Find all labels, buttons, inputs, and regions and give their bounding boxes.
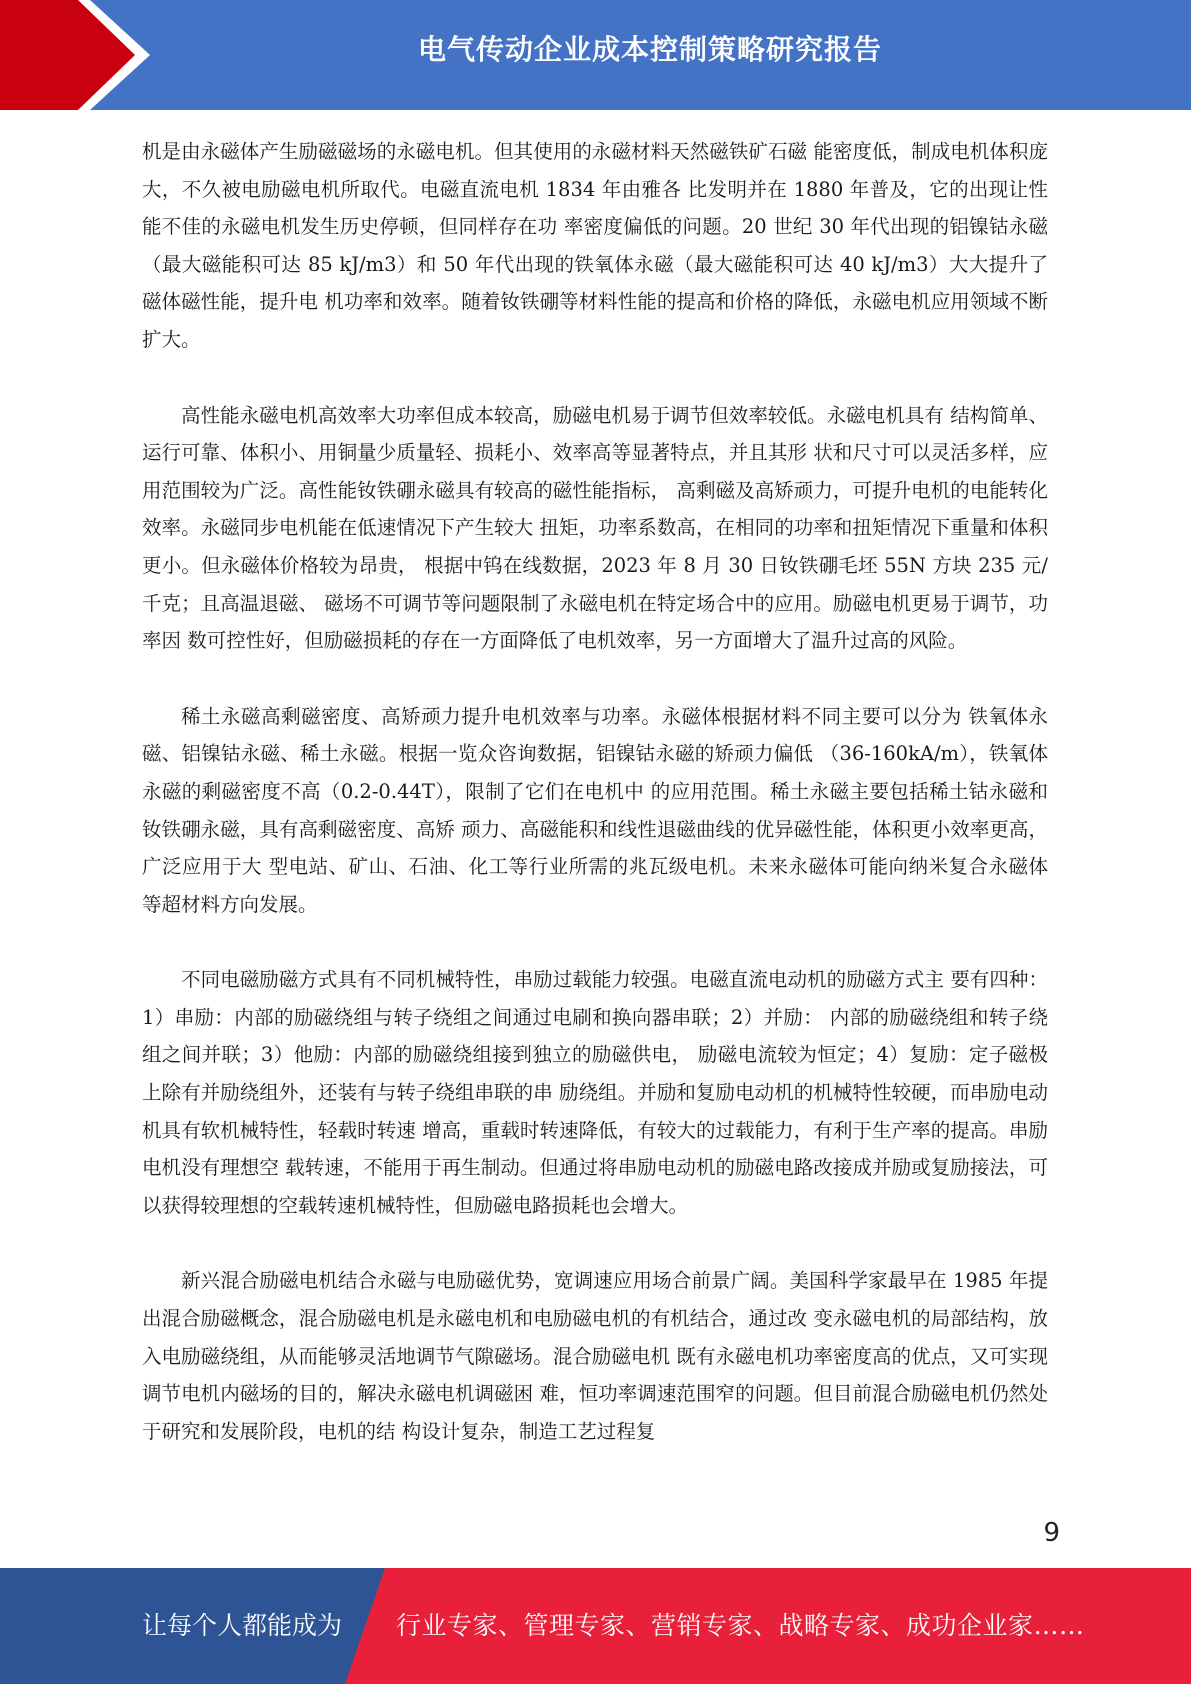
paragraph-5: 新兴混合励磁电机结合永磁与电励磁优势，宽调速应用场合前景广阔。美国科学家最早在 1985 年提出混合励磁概念，混合励磁电机是永磁电机和电励磁电机的有机结合，通过改 变永磁电机的局部结构，放入电励磁绕组，从而能够灵活地调节气隙磁场。混合励磁电机 既有永磁电机功率密度高的优点，又可实现调节电机内磁场的目的，解决永磁电机调磁困 难，恒功率调速范围窄的问题。但目前混合励磁电机仍然处于研究和发展阶段，电机的结 构设计复杂，制造工艺过程复 [142, 1269, 1048, 1443]
page-number: 9 [1043, 1518, 1060, 1548]
page-header [0, 0, 1191, 110]
paragraph-1: 机是由永磁体产生励磁磁场的永磁电机。但其使用的永磁材料天然磁铁矿石磁 能密度低，制成电机体积庞大，不久被电励磁电机所取代。电磁直流电机 1834 年由雅各 比发明并在 1880 年普及，它的出现让性能不佳的永磁电机发生历史停顿，但同样存在功 率密度偏低的问题。20 世纪 30 年代出现的铝镍钴永磁（最大磁能积可达 85 kJ/m3）和 50 年代出现的铁氧体永磁（最大磁能积可达 40 kJ/m3）大大提升了磁体磁性能，提升电 机功率和效率。随着钕铁硼等材料性能的提高和价格的降低，永磁电机应用领域不断扩大。 [142, 140, 1048, 351]
paragraph-4: 不同电磁励磁方式具有不同机械特性，串励过载能力较强。电磁直流电动机的励磁方式主 要有四种：1）串励：内部的励磁绕组与转子绕组之间通过电刷和换向器串联；2）并励： 内部的励磁绕组和转子绕组之间并联；3）他励：内部的励磁绕组接到独立的励磁供电， 励磁电流较为恒定；4）复励：定子磁极上除有并励绕组外，还装有与转子绕组串联的串 励绕组。并励和复励电动机的机械特性较硬，而串励电动机具有软机械特性，轻载时转速 增高，重载时转速降低，有较大的过载能力，有利于生产率的提高。串励电机没有理想空 载转速，不能用于再生制动。但通过将串励电动机的励磁电路改接成并励或复励接法，可 以获得较理想的空载转速机械特性，但励磁电路损耗也会增大。 [142, 968, 1048, 1217]
footer-slogan-left: 让每个人都能成为 [142, 1611, 343, 1640]
paragraph-3: 稀土永磁高剩磁密度、高矫顽力提升电机效率与功率。永磁体根据材料不同主要可以分为 铁氧体永磁、铝镍钴永磁、稀土永磁。根据一览众咨询数据，铝镍钴永磁的矫顽力偏低 （36-160kA/m），铁氧体永磁的剩磁密度不高（0.2-0.44T），限制了它们在电机中 的应用范围。稀土永磁主要包括稀土钴永磁和钕铁硼永磁，具有高剩磁密度、高矫 顽力、高磁能积和线性退磁曲线的优异磁性能，体积更小效率更高，广泛应用于大 型电站、矿山、石油、化工等行业所需的兆瓦级电机。未来永磁体可能向纳米复合永磁体 等超材料方向发展。 [142, 704, 1048, 916]
report-body [142, 133, 1048, 1488]
header-arrow-red [0, 0, 135, 110]
footer-slogan-right: 行业专家、管理专家、营销专家、战略专家、成功企业家…… [396, 1611, 1085, 1640]
report-title: 电气传动企业成本控制策略研究报告 [417, 33, 882, 66]
header-arrow-decoration [0, 0, 160, 110]
paragraph-2: 高性能永磁电机高效率大功率但成本较高，励磁电机易于调节但效率较低。永磁电机具有 结构简单、运行可靠、体积小、用铜量少质量轻、损耗小、效率高等显著特点，并且其形 状和尺寸可以灵活多样，应用范围较为广泛。高性能钕铁硼永磁具有较高的磁性能指标， 高剩磁及高矫顽力，可提升电机的电能转化效率。永磁同步电机能在低速情况下产生较大 扭矩，功率系数高，在相同的功率和扭矩情况下重量和体积更小。但永磁体价格较为昂贵， 根据中钨在线数据，2023 年 8 月 30 日钕铁硼毛坯 55N 方块 235 元/千克；且高温退磁、 磁场不可调节等问题限制了永磁电机在特定场合中的应用。励磁电机更易于调节，功率因 数可控性好，但励磁损耗的存在一方面降低了电机效率，另一方面增大了温升过高的风险。 [142, 403, 1048, 653]
page-footer [0, 1568, 1191, 1684]
